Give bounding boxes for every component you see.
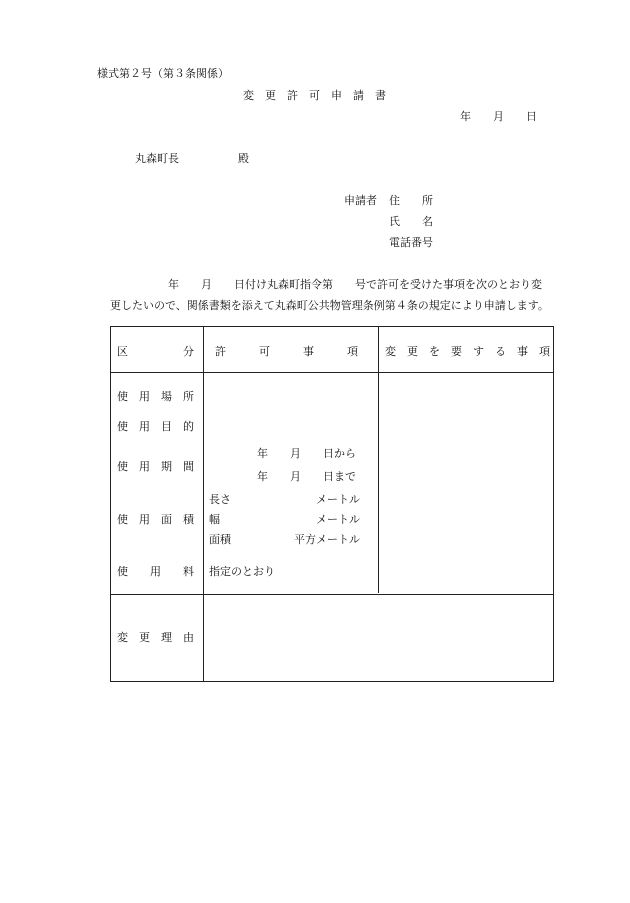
header-permitted: 許 可 事 項: [215, 345, 358, 358]
addressee-honorific: 殿: [238, 152, 249, 165]
table-reason-divider: [111, 594, 553, 595]
area-unit: 平方メートル: [294, 533, 360, 546]
width-label: 幅: [209, 513, 220, 526]
date-line: 年 月 日: [460, 110, 537, 123]
applicant-name-label: 氏 名: [389, 215, 433, 228]
body-text-line-1: 年 月 日付け丸森町指令第 号で許可を受けた事項を次のとおり変: [168, 278, 542, 291]
document-title: 変 更 許 可 申 請 書: [243, 89, 386, 102]
row-label-area: 使 用 面 積: [117, 513, 194, 526]
body-text-line-2: 更したいので、関係書類を添えて丸森町公共物管理条例第４条の規定により申請します。: [110, 299, 549, 312]
period-to: 年 月 日まで: [257, 470, 356, 483]
table-column-divider-1: [203, 327, 204, 681]
row-label-location: 使 用 場 所: [117, 390, 194, 403]
length-unit: メートル: [316, 493, 360, 506]
width-unit: メートル: [316, 513, 360, 526]
length-label: 長さ: [209, 493, 231, 506]
row-label-reason: 変 更 理 由: [117, 631, 194, 644]
applicant-phone-label: 電話番号: [389, 236, 433, 249]
form-number: 様式第２号（第３条関係）: [97, 67, 229, 80]
applicant-label: 申請者: [344, 194, 377, 207]
row-label-fee: 使 用 料: [117, 565, 194, 578]
applicant-address-label: 住 所: [389, 194, 433, 207]
fee-value: 指定のとおり: [209, 565, 275, 578]
period-from: 年 月 日から: [257, 447, 356, 460]
application-table: [110, 326, 554, 682]
table-column-divider-2: [378, 327, 379, 593]
row-label-purpose: 使 用 目 的: [117, 420, 194, 433]
table-header-divider: [111, 372, 553, 373]
addressee-name: 丸森町長: [135, 152, 179, 165]
row-label-period: 使 用 期 間: [117, 460, 194, 473]
area-label: 面積: [209, 533, 231, 546]
header-changes: 変 更 を 要 す る 事 項: [385, 345, 550, 358]
header-category: 区 分: [117, 345, 194, 358]
